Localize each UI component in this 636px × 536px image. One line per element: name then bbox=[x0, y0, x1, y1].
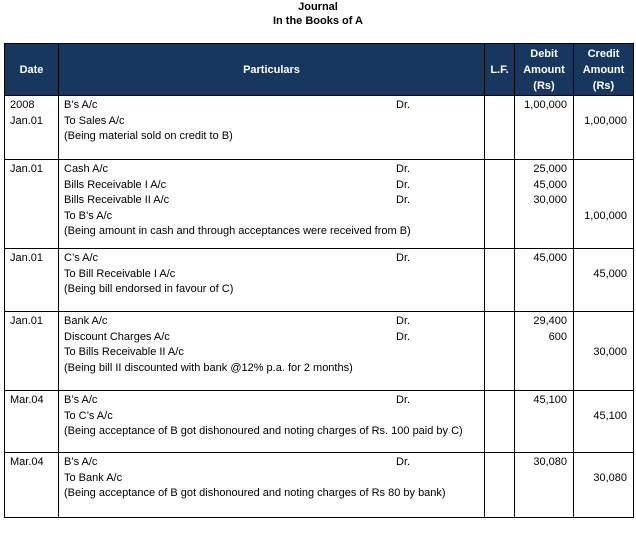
credit-amount: 45,000 bbox=[593, 267, 627, 280]
particulars-text: Bills Receivable II A/c bbox=[64, 194, 170, 206]
entry-credit-cell bbox=[574, 249, 634, 312]
entry-debit-cell bbox=[515, 249, 574, 312]
entry-date-cell bbox=[5, 160, 59, 249]
entry-date: 2008 bbox=[10, 99, 35, 111]
credit-amount: 1,00,000 bbox=[584, 114, 627, 127]
entry-debit-cell bbox=[515, 96, 574, 160]
journal-subtitle: In the Books of A bbox=[272, 15, 364, 27]
date-column-header: Date bbox=[5, 44, 59, 96]
particulars-text: To Bank A/c bbox=[64, 471, 123, 484]
entry-particulars-cell bbox=[59, 312, 485, 391]
credit-amount bbox=[574, 330, 627, 346]
entry-date: Jan.01 bbox=[10, 252, 44, 264]
entry-date: Mar.04 bbox=[10, 456, 44, 468]
debit-marker: Dr. bbox=[396, 194, 411, 206]
debit-amount bbox=[515, 282, 567, 298]
debit-amount bbox=[515, 224, 567, 240]
particulars-text: To Sales A/c bbox=[64, 114, 125, 127]
credit-amount bbox=[574, 224, 627, 240]
debit-header-line: (Rs) bbox=[533, 79, 555, 92]
table-row bbox=[5, 453, 634, 518]
table-row bbox=[5, 96, 634, 160]
particulars-line bbox=[64, 224, 484, 240]
debit-marker bbox=[396, 471, 484, 487]
credit-amount bbox=[574, 314, 627, 330]
table-header-row bbox=[5, 44, 634, 96]
credit-amount bbox=[574, 162, 627, 178]
credit-amount: 1,00,000 bbox=[584, 209, 627, 222]
table-row bbox=[5, 249, 634, 312]
entry-date: Jan.01 bbox=[10, 315, 44, 327]
particulars-line bbox=[64, 486, 484, 502]
debit-amount: 1,00,000 bbox=[524, 99, 567, 111]
particulars-line bbox=[64, 330, 484, 346]
particulars-line bbox=[64, 345, 484, 361]
credit-amount: 45,100 bbox=[593, 409, 627, 422]
debit-marker bbox=[396, 282, 484, 298]
particulars-line bbox=[64, 393, 484, 409]
particulars-line bbox=[64, 178, 484, 194]
credit-amount bbox=[574, 455, 627, 471]
debit-amount: 30,080 bbox=[533, 456, 567, 468]
particulars-line bbox=[64, 409, 484, 425]
entry-date: Mar.04 bbox=[10, 394, 44, 406]
debit-amount bbox=[515, 361, 567, 377]
credit-header-line: (Rs) bbox=[592, 79, 615, 92]
credit-amount bbox=[574, 129, 627, 145]
debit-marker: Dr. bbox=[396, 252, 411, 264]
particulars-line bbox=[64, 162, 484, 178]
credit-amount bbox=[574, 361, 627, 377]
entry-lf-cell bbox=[485, 96, 515, 160]
debit-amount bbox=[515, 209, 567, 225]
journal-title: Journal bbox=[298, 1, 338, 13]
debit-marker bbox=[463, 424, 484, 440]
entry-debit-cell bbox=[515, 453, 574, 518]
particulars-text: (Being amount in cash and through acceptances were received from B) bbox=[64, 225, 411, 237]
debit-header-line: Amount bbox=[523, 63, 565, 76]
entry-credit-cell bbox=[574, 453, 634, 518]
entry-date-cell bbox=[5, 312, 59, 391]
entry-date-cell bbox=[5, 391, 59, 453]
particulars-text: B’s A/c bbox=[64, 394, 98, 406]
entry-credit-cell bbox=[574, 391, 634, 453]
entry-particulars-cell bbox=[59, 391, 485, 453]
credit-amount bbox=[574, 193, 627, 209]
debit-amount bbox=[515, 129, 567, 145]
particulars-line bbox=[64, 424, 484, 440]
debit-amount: 29,400 bbox=[533, 315, 567, 327]
particulars-text: (Being acceptance of B got dishonoured and noting charges of Rs 80 by bank) bbox=[64, 487, 446, 499]
debit-marker bbox=[396, 129, 484, 145]
entry-date-cell bbox=[5, 96, 59, 160]
particulars-text: (Being bill II discounted with bank @12% p.a. for 2 months) bbox=[64, 361, 353, 374]
credit-header-line: Credit bbox=[587, 47, 620, 60]
entry-lf-cell bbox=[485, 249, 515, 312]
entry-particulars-cell bbox=[59, 160, 485, 249]
debit-marker bbox=[446, 486, 484, 502]
debit-header-line: Debit bbox=[530, 47, 558, 60]
debit-amount: 45,000 bbox=[533, 178, 567, 191]
entry-lf-cell bbox=[485, 453, 515, 518]
particulars-text: To B’s A/c bbox=[64, 209, 113, 222]
entry-credit-cell bbox=[574, 160, 634, 249]
entry-date-cell bbox=[5, 249, 59, 312]
particulars-text: Discount Charges A/c bbox=[64, 330, 170, 343]
debit-amount bbox=[515, 424, 567, 440]
debit-marker bbox=[396, 345, 484, 361]
particulars-text: Bills Receivable I A/c bbox=[64, 178, 167, 191]
journal-body bbox=[5, 96, 634, 518]
entry-lf-cell bbox=[485, 391, 515, 453]
particulars-line bbox=[64, 267, 484, 283]
debit-amount: 45,000 bbox=[533, 252, 567, 264]
debit-marker bbox=[396, 209, 484, 225]
entry-lf-cell bbox=[485, 312, 515, 391]
entry-lf-cell bbox=[485, 160, 515, 249]
particulars-line bbox=[64, 455, 484, 471]
particulars-line bbox=[64, 314, 484, 330]
particulars-text: To Bill Receivable I A/c bbox=[64, 267, 176, 280]
debit-amount bbox=[515, 471, 567, 487]
debit-marker: Dr. bbox=[396, 330, 411, 343]
particulars-line bbox=[64, 209, 484, 225]
debit-amount: 45,100 bbox=[533, 394, 567, 406]
credit-amount bbox=[574, 98, 627, 114]
debit-marker: Dr. bbox=[396, 163, 411, 175]
particulars-line bbox=[64, 251, 484, 267]
credit-amount bbox=[574, 486, 627, 502]
entry-debit-cell bbox=[515, 160, 574, 249]
debit-amount bbox=[515, 345, 567, 361]
particulars-line bbox=[64, 114, 484, 130]
credit-amount: 30,000 bbox=[593, 346, 627, 358]
debit-marker bbox=[396, 409, 484, 425]
particulars-line bbox=[64, 282, 484, 298]
debit-marker bbox=[396, 267, 484, 283]
particulars-text: To C’s A/c bbox=[64, 409, 113, 422]
particulars-text: (Being bill endorsed in favour of C) bbox=[64, 283, 234, 295]
debit-marker bbox=[396, 361, 484, 377]
entry-particulars-cell bbox=[59, 453, 485, 518]
credit-amount bbox=[574, 424, 627, 440]
credit-column-header bbox=[574, 44, 634, 96]
credit-amount bbox=[574, 178, 627, 194]
particulars-text: Bank A/c bbox=[64, 315, 108, 327]
particulars-text: C’s A/c bbox=[64, 252, 99, 264]
debit-marker bbox=[396, 114, 484, 130]
entry-date: Jan.01 bbox=[10, 163, 44, 175]
particulars-text: To Bills Receivable II A/c bbox=[64, 346, 184, 358]
credit-amount bbox=[574, 282, 627, 298]
entry-credit-cell bbox=[574, 312, 634, 391]
particulars-line bbox=[64, 193, 484, 209]
journal-table bbox=[4, 43, 634, 518]
particulars-text: B’s A/c bbox=[64, 456, 98, 468]
debit-marker: Dr. bbox=[396, 99, 411, 111]
particulars-text: (Being material sold on credit to B) bbox=[64, 130, 233, 142]
debit-amount: 25,000 bbox=[533, 163, 567, 175]
entry-credit-cell bbox=[574, 96, 634, 160]
debit-amount bbox=[515, 409, 567, 425]
table-row bbox=[5, 312, 634, 391]
lf-column-header: L.F. bbox=[485, 44, 515, 96]
particulars-line bbox=[64, 98, 484, 114]
particulars-text: Cash A/c bbox=[64, 163, 109, 175]
entry-date: Jan.01 bbox=[10, 114, 44, 127]
debit-amount bbox=[515, 486, 567, 502]
debit-marker: Dr. bbox=[396, 456, 411, 468]
particulars-line bbox=[64, 129, 484, 145]
entry-particulars-cell bbox=[59, 249, 485, 312]
debit-marker: Dr. bbox=[396, 178, 411, 191]
credit-amount bbox=[574, 393, 627, 409]
particulars-column-header: Particulars bbox=[59, 44, 485, 96]
entry-date-cell bbox=[5, 453, 59, 518]
entry-debit-cell bbox=[515, 391, 574, 453]
particulars-line bbox=[64, 361, 484, 377]
debit-amount bbox=[515, 267, 567, 283]
debit-column-header bbox=[515, 44, 574, 96]
particulars-line bbox=[64, 471, 484, 487]
credit-amount: 30,080 bbox=[593, 471, 627, 484]
particulars-text: (Being acceptance of B got dishonoured and noting charges of Rs. 100 paid by C) bbox=[64, 425, 463, 437]
credit-header-line: Amount bbox=[582, 63, 625, 76]
credit-amount bbox=[574, 251, 627, 267]
debit-marker: Dr. bbox=[396, 315, 411, 327]
table-row bbox=[5, 160, 634, 249]
entry-particulars-cell bbox=[59, 96, 485, 160]
debit-amount: 600 bbox=[548, 330, 567, 343]
particulars-text: B’s A/c bbox=[64, 99, 98, 111]
table-row bbox=[5, 391, 634, 453]
debit-amount bbox=[515, 114, 567, 130]
debit-marker bbox=[411, 224, 484, 240]
debit-amount: 30,000 bbox=[533, 194, 567, 206]
entry-debit-cell bbox=[515, 312, 574, 391]
debit-marker: Dr. bbox=[396, 394, 411, 406]
